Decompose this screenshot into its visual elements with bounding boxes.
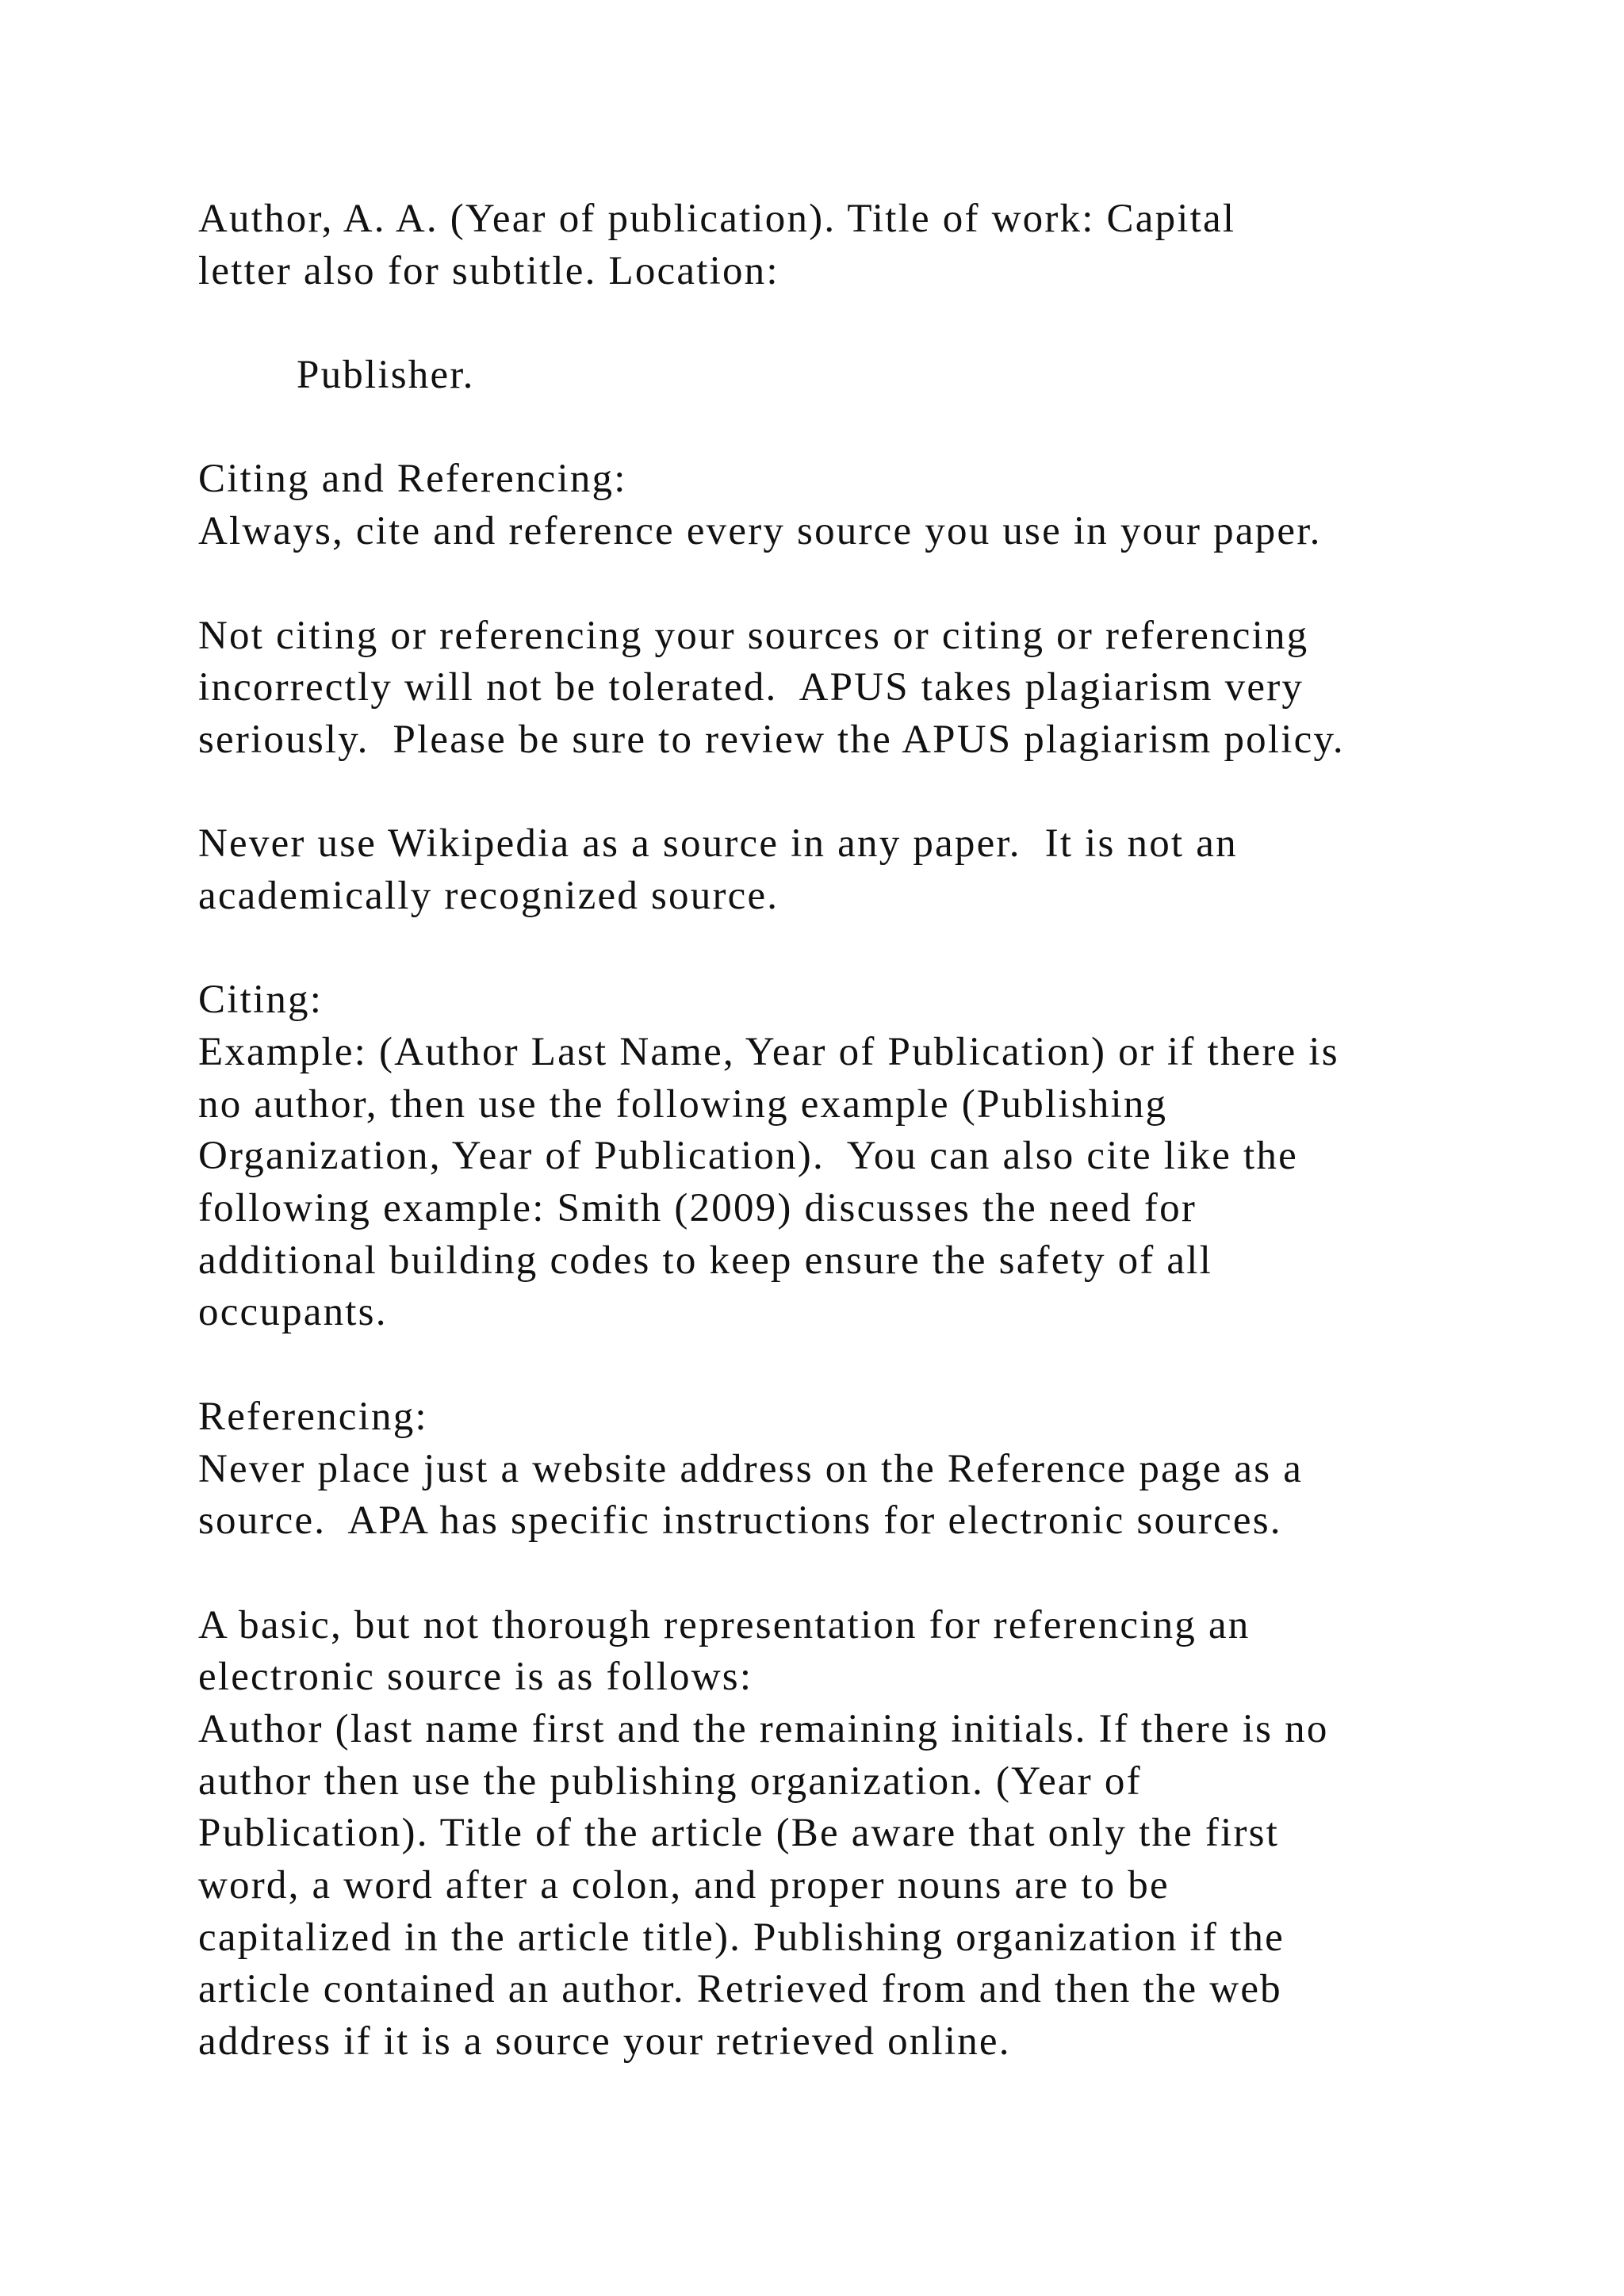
electronic-source-paragraph: [198, 1600, 1467, 2068]
text-line: electronic source is as follows:: [198, 1655, 753, 1700]
referencing-section: [198, 1391, 1467, 1548]
text-line: Never use Wikipedia as a source in any paper. It is not an: [198, 821, 1238, 867]
blank-line: [198, 297, 1467, 350]
text-line: academically recognized source.: [198, 873, 779, 918]
text-line: additional building codes to keep ensure the safety of all: [198, 1238, 1213, 1283]
text-line: Always, cite and reference every source you use in your paper.: [198, 509, 1322, 554]
text-line: capitalized in the article title). Publishing organization if the: [198, 1915, 1285, 1960]
text-line: Publication). Title of the article (Be aware that only the first: [198, 1811, 1280, 1856]
text-line: source. APA has specific instructions for electronic sources.: [198, 1498, 1282, 1544]
text-line: Not citing or referencing your sources or citing or referencing: [198, 613, 1309, 658]
text-line: Example: (Author Last Name, Year of Publication) or if there is: [198, 1030, 1339, 1074]
text-line: letter also for subtitle. Location:: [198, 248, 779, 293]
section-heading: Citing and Referencing:: [198, 457, 627, 502]
text-line: Author (last name first and the remaining initials. If there is no: [198, 1706, 1329, 1751]
document-body: [198, 193, 1467, 2068]
plagiarism-paragraph: [198, 610, 1467, 767]
blank-line: [198, 923, 1467, 975]
text-line: author then use the publishing organization. (Year of: [198, 1758, 1142, 1804]
blank-line: [198, 1548, 1467, 1600]
text-line: occupants.: [198, 1290, 388, 1335]
text-line: Author, A. A. (Year of publication). Title of work: Capital: [198, 197, 1236, 241]
text-line: A basic, but not thorough representation for referencing an: [198, 1602, 1251, 1647]
blank-line: [198, 767, 1467, 819]
text-line: article contained an author. Retrieved from and then the web: [198, 1967, 1282, 2012]
blank-line: [198, 1339, 1467, 1391]
text-line: no author, then use the following example (Publishing: [198, 1081, 1168, 1127]
blank-line: [198, 402, 1467, 454]
citing-referencing-section: [198, 453, 1467, 557]
text-line: following example: Smith (2009) discusses the need for: [198, 1186, 1197, 1231]
text-line: Never place just a website address on the Reference page as a: [198, 1446, 1304, 1491]
section-heading: Citing:: [198, 978, 324, 1023]
text-line: Organization, Year of Publication). You can also cite like the: [198, 1134, 1298, 1179]
text-line: seriously. Please be sure to review the APUS plagiarism policy.: [198, 717, 1345, 762]
reference-format-paragraph: [198, 193, 1467, 402]
blank-line: [198, 558, 1467, 610]
section-heading: Referencing:: [198, 1394, 428, 1439]
text-line: word, a word after a colon, and proper nouns are to be: [198, 1863, 1170, 1908]
text-line: address if it is a source your retrieved online.: [198, 2019, 1011, 2064]
text-line-indented: Publisher.: [297, 353, 475, 398]
citing-section: [198, 974, 1467, 1339]
wikipedia-paragraph: [198, 818, 1467, 922]
text-line: incorrectly will not be tolerated. APUS takes plagiarism very: [198, 665, 1304, 710]
